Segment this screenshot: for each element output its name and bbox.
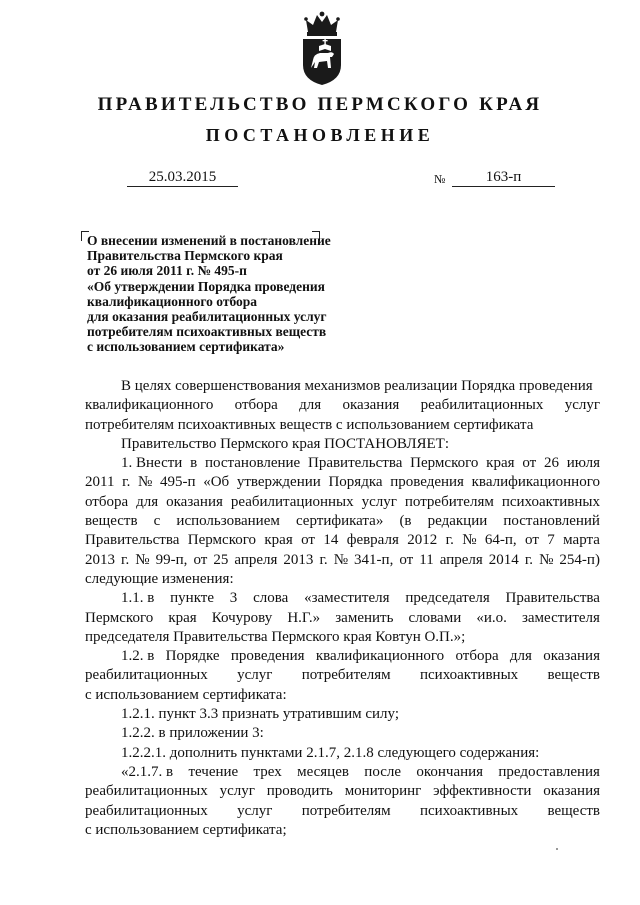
word: в xyxy=(190,455,198,472)
paragraph-line: потребителям психоактивных веществ с использованием сертификата xyxy=(85,416,534,433)
word: 254-п) xyxy=(559,551,600,568)
paragraph-line: В целях совершенствования механизмов реализации Порядка проведения xyxy=(121,378,593,394)
word: психоактивных xyxy=(419,802,519,819)
perm-krai-coat-of-arms-icon xyxy=(298,10,346,86)
word: реабилитационных xyxy=(85,783,208,800)
paragraph-line xyxy=(85,493,600,512)
word: Пермского xyxy=(410,455,479,472)
word: трех xyxy=(253,763,282,780)
word: веществ xyxy=(547,802,600,819)
word: 2013 xyxy=(85,551,115,568)
word: № xyxy=(138,474,153,491)
word: 1.1. в xyxy=(121,590,155,607)
word: постановление xyxy=(204,455,301,472)
word: веществ xyxy=(547,667,600,684)
word: «2.1.7. в xyxy=(121,763,174,780)
subject-line: О внесении изменений в постановление xyxy=(87,233,331,248)
document-date: 25.03.2015 xyxy=(127,168,238,187)
paragraph-line: 1.2.2.1. дополнить пунктами 2.1.7, 2.1.8 следующего содержания: xyxy=(121,744,540,761)
document-type: ПОСТАНОВЛЕНИЕ xyxy=(205,125,435,145)
word: 64-п, xyxy=(484,532,517,549)
word: реабилитационных xyxy=(230,493,354,510)
word: июля xyxy=(566,455,600,472)
word: края xyxy=(168,609,197,626)
word: пункте xyxy=(170,590,214,607)
word: предоставления xyxy=(498,763,600,780)
paragraph-line xyxy=(85,551,600,570)
word: апреля xyxy=(439,551,483,568)
word: № xyxy=(462,532,477,549)
word: заменить xyxy=(335,609,394,626)
paragraph-line: 1.2.2. в приложении 3: xyxy=(121,725,264,742)
word: психоактивных xyxy=(419,667,519,684)
word: 26 xyxy=(543,455,559,472)
word: «и.о. xyxy=(476,609,507,626)
word: оказания xyxy=(543,648,600,665)
word: утверждении xyxy=(236,474,321,491)
word: г. xyxy=(524,551,534,568)
word: использованием xyxy=(176,513,280,530)
word: психоактивных xyxy=(501,493,600,510)
word: 14 xyxy=(323,532,339,549)
word: квалификационного xyxy=(471,474,600,491)
word: 2014 xyxy=(488,551,519,568)
word: от xyxy=(301,532,315,549)
word: с xyxy=(153,513,161,530)
subject-line: Правительства Пермского края xyxy=(87,248,283,264)
document-body xyxy=(85,377,600,840)
word: месяцев xyxy=(297,763,349,780)
word: 2012 xyxy=(407,532,438,549)
word: от xyxy=(193,551,208,568)
paragraph-line: с использованием сертификата; xyxy=(85,821,287,838)
paragraph-line xyxy=(85,802,600,821)
word: окончания xyxy=(416,763,484,780)
word: услуг xyxy=(564,397,600,414)
subject-line: «Об утверждении Порядка проведения xyxy=(87,278,325,294)
word: края xyxy=(264,532,293,549)
word: потребителям xyxy=(301,802,391,819)
word: потребителям xyxy=(404,493,494,510)
word: от xyxy=(522,455,537,472)
paragraph-line: 1.2.1. пункт 3.3 признать утратившим силу; xyxy=(121,706,400,723)
word: Пермского xyxy=(187,532,256,549)
word: услуг xyxy=(237,802,273,819)
word: Пермского xyxy=(85,609,154,626)
paragraph-line: председателя Правительства Пермского края Ковтун О.П.»; xyxy=(85,628,466,645)
scan-speck xyxy=(556,848,558,850)
word: Порядке xyxy=(165,648,220,665)
word: услуг xyxy=(361,493,397,510)
paragraph-line xyxy=(85,396,600,415)
paragraph-line xyxy=(85,609,600,628)
word: 1. Внести xyxy=(121,455,183,472)
word: Кочурову xyxy=(211,609,273,626)
word: после xyxy=(364,763,401,780)
word: председателя xyxy=(405,590,490,607)
paragraph-line xyxy=(85,647,600,666)
paragraph-line xyxy=(85,589,600,608)
document-number: 163-п xyxy=(452,168,555,187)
word: квалификационного xyxy=(85,397,214,414)
paragraph-line: Правительство Пермского края ПОСТАНОВЛЯЕТ: xyxy=(121,435,450,452)
word: для xyxy=(509,648,532,665)
word: проведения xyxy=(230,648,305,665)
word: 3 xyxy=(229,590,238,607)
word: края xyxy=(486,455,515,472)
subject-line: для оказания реабилитационных услуг xyxy=(87,309,327,325)
paragraph-line xyxy=(85,782,600,801)
word: 2013 xyxy=(283,551,314,568)
word: 1.2. в xyxy=(121,648,155,665)
word: г. xyxy=(121,551,130,568)
paragraph-line xyxy=(85,531,600,550)
word: г. xyxy=(122,474,131,491)
word: для xyxy=(136,493,159,510)
paragraph-line xyxy=(85,763,600,782)
word: для xyxy=(299,397,322,414)
word: 11 xyxy=(419,551,434,568)
word: Правительства xyxy=(307,455,403,472)
word: февраля xyxy=(346,532,399,549)
word: редакции xyxy=(427,513,488,530)
word: «заместителя xyxy=(304,590,390,607)
paragraph-line xyxy=(85,512,600,531)
word: веществ xyxy=(85,513,138,530)
word: постановлений xyxy=(503,513,600,530)
word: оказания xyxy=(342,397,400,414)
government-title: ПРАВИТЕЛЬСТВО ПЕРМСКОГО КРАЯ xyxy=(97,94,543,115)
word: апреля xyxy=(234,551,278,568)
word: (в xyxy=(399,513,412,530)
word: реабилитационных xyxy=(85,667,208,684)
word: реабилитационных xyxy=(420,397,544,414)
paragraph-line xyxy=(85,666,600,685)
word: Правительства xyxy=(85,532,180,549)
word: № xyxy=(333,551,349,568)
word: оказания xyxy=(166,493,223,510)
word: отбора xyxy=(455,648,499,665)
word: 2011 xyxy=(85,474,115,491)
word: от xyxy=(525,532,539,549)
word: 99-п, xyxy=(155,551,188,568)
word: эффективности xyxy=(433,783,532,800)
word: 25 xyxy=(213,551,229,568)
word: Правительства xyxy=(505,590,600,607)
paragraph-line: следующие изменения: xyxy=(85,570,234,587)
subject-line: от 26 июля 2011 г. № 495-п xyxy=(87,263,247,279)
word: «Об xyxy=(203,474,230,491)
word: услуг xyxy=(219,783,255,800)
word: проводить xyxy=(266,783,333,800)
word: словами xyxy=(408,609,462,626)
word: Н.Г.» xyxy=(287,609,321,626)
number-sign: № xyxy=(434,172,446,186)
word: Порядка xyxy=(328,474,383,491)
word: от xyxy=(399,551,414,568)
subject-line: квалификационного отбора xyxy=(87,293,258,309)
word: сертификата» xyxy=(295,513,384,530)
paragraph-line xyxy=(85,454,600,473)
word: услуг xyxy=(237,667,273,684)
word: 495-п xyxy=(160,474,196,491)
word: 7 xyxy=(547,532,555,549)
subject-line: с использованием сертификата» xyxy=(87,339,285,355)
word: потребителям xyxy=(301,667,391,684)
word: течение xyxy=(188,763,239,780)
word: заместителя xyxy=(521,609,600,626)
word: отбора xyxy=(234,397,278,414)
word: мониторинг xyxy=(344,783,422,800)
word: г. xyxy=(445,532,454,549)
word: отбора xyxy=(85,493,129,510)
word: квалификационного xyxy=(315,648,445,665)
word: слова xyxy=(253,590,289,607)
word: проведения xyxy=(390,474,464,491)
word: № xyxy=(135,551,150,568)
word: 341-п, xyxy=(354,551,394,568)
subject-line: потребителям психоактивных веществ xyxy=(87,324,327,340)
word: оказания xyxy=(543,783,600,800)
word: № xyxy=(539,551,554,568)
paragraph-line: с использованием сертификата: xyxy=(85,686,287,703)
word: г. xyxy=(319,551,328,568)
word: реабилитационных xyxy=(85,802,208,819)
word: марта xyxy=(563,532,600,549)
paragraph-line xyxy=(85,473,600,492)
document-subject xyxy=(87,233,387,355)
